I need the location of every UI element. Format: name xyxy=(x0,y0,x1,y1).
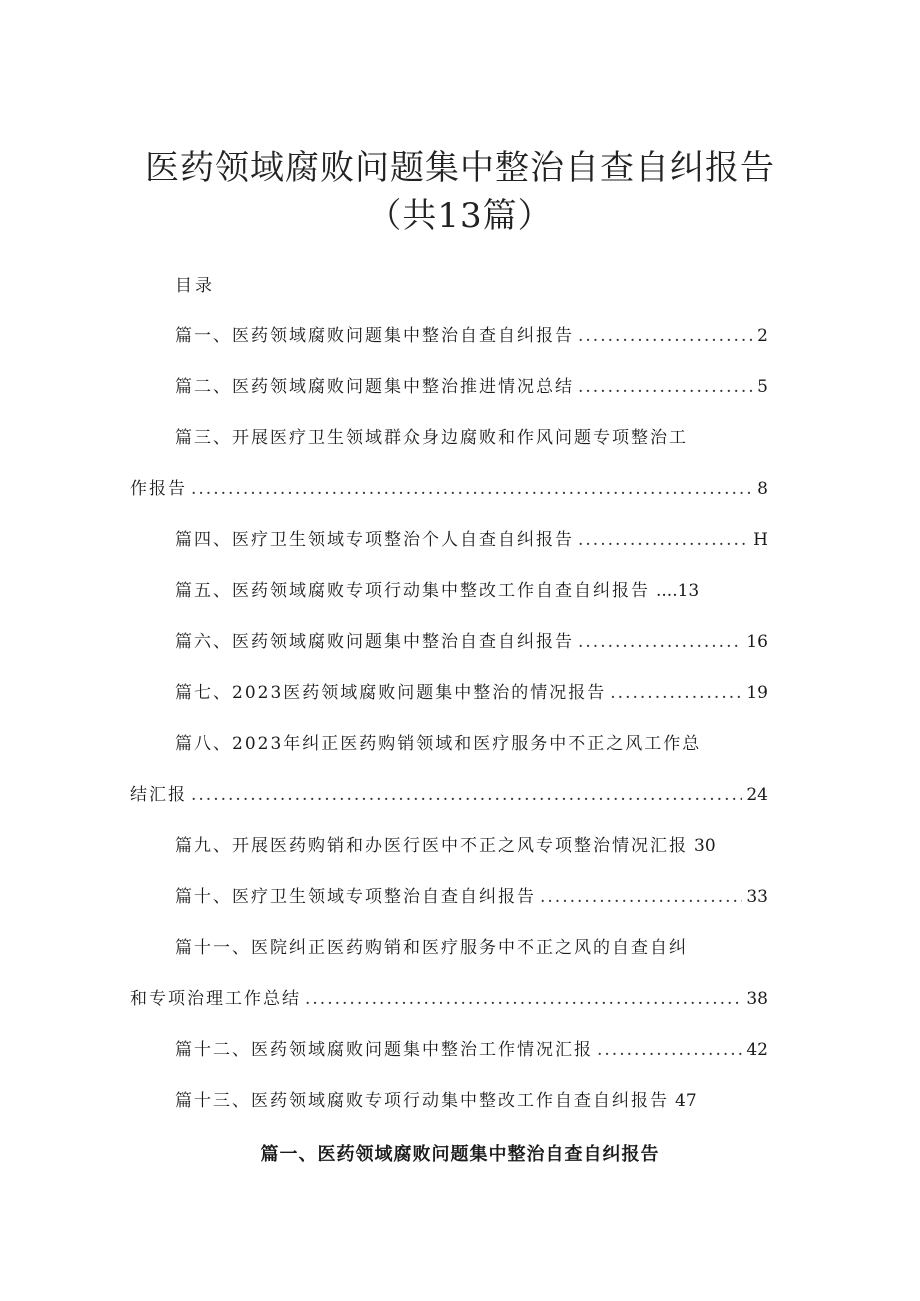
toc-leader-dots xyxy=(540,887,742,907)
toc-entry xyxy=(175,678,768,702)
toc-entry-title: 篇六、医药领域腐败问题集中整治自查自纠报告 xyxy=(175,632,574,652)
toc-leader-dots xyxy=(610,683,742,703)
toc-entry-title: 篇四、医疗卫生领域专项整治个人自查自纠报告 xyxy=(175,530,574,550)
toc-heading: 目录 xyxy=(175,276,215,296)
toc-entry-title: 篇二、医药领域腐败问题集中整治推进情况总结 xyxy=(175,377,574,397)
toc-page-number: H xyxy=(753,530,768,550)
toc-entry xyxy=(175,882,768,906)
toc-entry xyxy=(175,321,768,345)
toc-leader-dots xyxy=(578,632,742,652)
toc-page-number: 2 xyxy=(757,326,768,346)
toc-leader-dots xyxy=(597,1040,742,1060)
toc-page-number: 5 xyxy=(757,377,768,397)
toc-entry-continuation xyxy=(130,780,768,804)
document-title: 医药领域腐败问题集中整治自查自纠报告 xyxy=(145,148,775,188)
toc-entry-title: 篇五、医药领域腐败专项行动集中整改工作自查自纠报告 xyxy=(175,581,650,601)
toc-entry xyxy=(175,1086,768,1110)
toc-entry-title: 篇八、2023年纠正医药购销领域和医疗服务中不正之风工作总 xyxy=(175,734,702,754)
toc-entry xyxy=(175,372,768,396)
toc-entry xyxy=(175,423,768,447)
toc-entry-title: 篇十二、医药领域腐败问题集中整治工作情况汇报 xyxy=(175,1040,593,1060)
toc-page-number: 8 xyxy=(757,479,768,499)
toc-entry xyxy=(175,525,768,549)
toc-leader-dots xyxy=(578,530,749,550)
section-heading: 篇一、医药领域腐败问题集中整治自查自纠报告 xyxy=(260,1144,660,1165)
toc-entry-title: 篇七、2023医药领域腐败问题集中整治的情况报告 xyxy=(175,683,607,703)
toc-leader-dots xyxy=(191,479,753,499)
toc-entry-continuation xyxy=(130,984,768,1008)
toc-leader-dots xyxy=(191,785,742,805)
toc-entry xyxy=(175,1035,768,1059)
toc-entry-title-cont: 结汇报 xyxy=(130,785,187,805)
toc-entry xyxy=(175,576,768,600)
toc-entry-title: 篇十一、医院纠正医药购销和医疗服务中不正之风的自查自纠 xyxy=(175,938,688,958)
toc-page-number: 42 xyxy=(746,1040,768,1060)
toc-entry-title-cont: 作报告 xyxy=(130,479,187,499)
toc-entry-title-cont: 和专项治理工作总结 xyxy=(130,989,301,1009)
toc-leader-dots xyxy=(578,326,753,346)
document-subtitle: （共13篇） xyxy=(367,196,553,236)
toc-page-number: 38 xyxy=(746,989,768,1009)
toc-entry-continuation xyxy=(130,474,768,498)
toc-page-number: 24 xyxy=(746,785,768,805)
toc-leader-dots xyxy=(578,377,753,397)
toc-leader-dots xyxy=(305,989,742,1009)
toc-page-number: 33 xyxy=(746,887,768,907)
toc-entry xyxy=(175,627,768,651)
toc-entry-title: 篇一、医药领域腐败问题集中整治自查自纠报告 xyxy=(175,326,574,346)
toc-page-number: 19 xyxy=(746,683,768,703)
toc-entry-title: 篇三、开展医疗卫生领域群众身边腐败和作风问题专项整治工 xyxy=(175,428,688,448)
toc-entry xyxy=(175,729,768,753)
toc-page-number: 16 xyxy=(746,632,768,652)
toc-entry xyxy=(175,831,768,855)
toc-entry-title: 篇十、医疗卫生领域专项整治自查自纠报告 xyxy=(175,887,536,907)
toc-entry xyxy=(175,933,768,957)
toc-entry-title: 篇九、开展医药购销和办医行医中不正之风专项整治情况汇报 xyxy=(175,836,688,856)
toc-page-number: 30 xyxy=(694,836,716,856)
toc-entry-title: 篇十三、医药领域腐败专项行动集中整改工作自查自纠报告 xyxy=(175,1091,669,1111)
toc-page-number: ....13 xyxy=(656,581,700,601)
toc-page-number: 47 xyxy=(675,1091,697,1111)
